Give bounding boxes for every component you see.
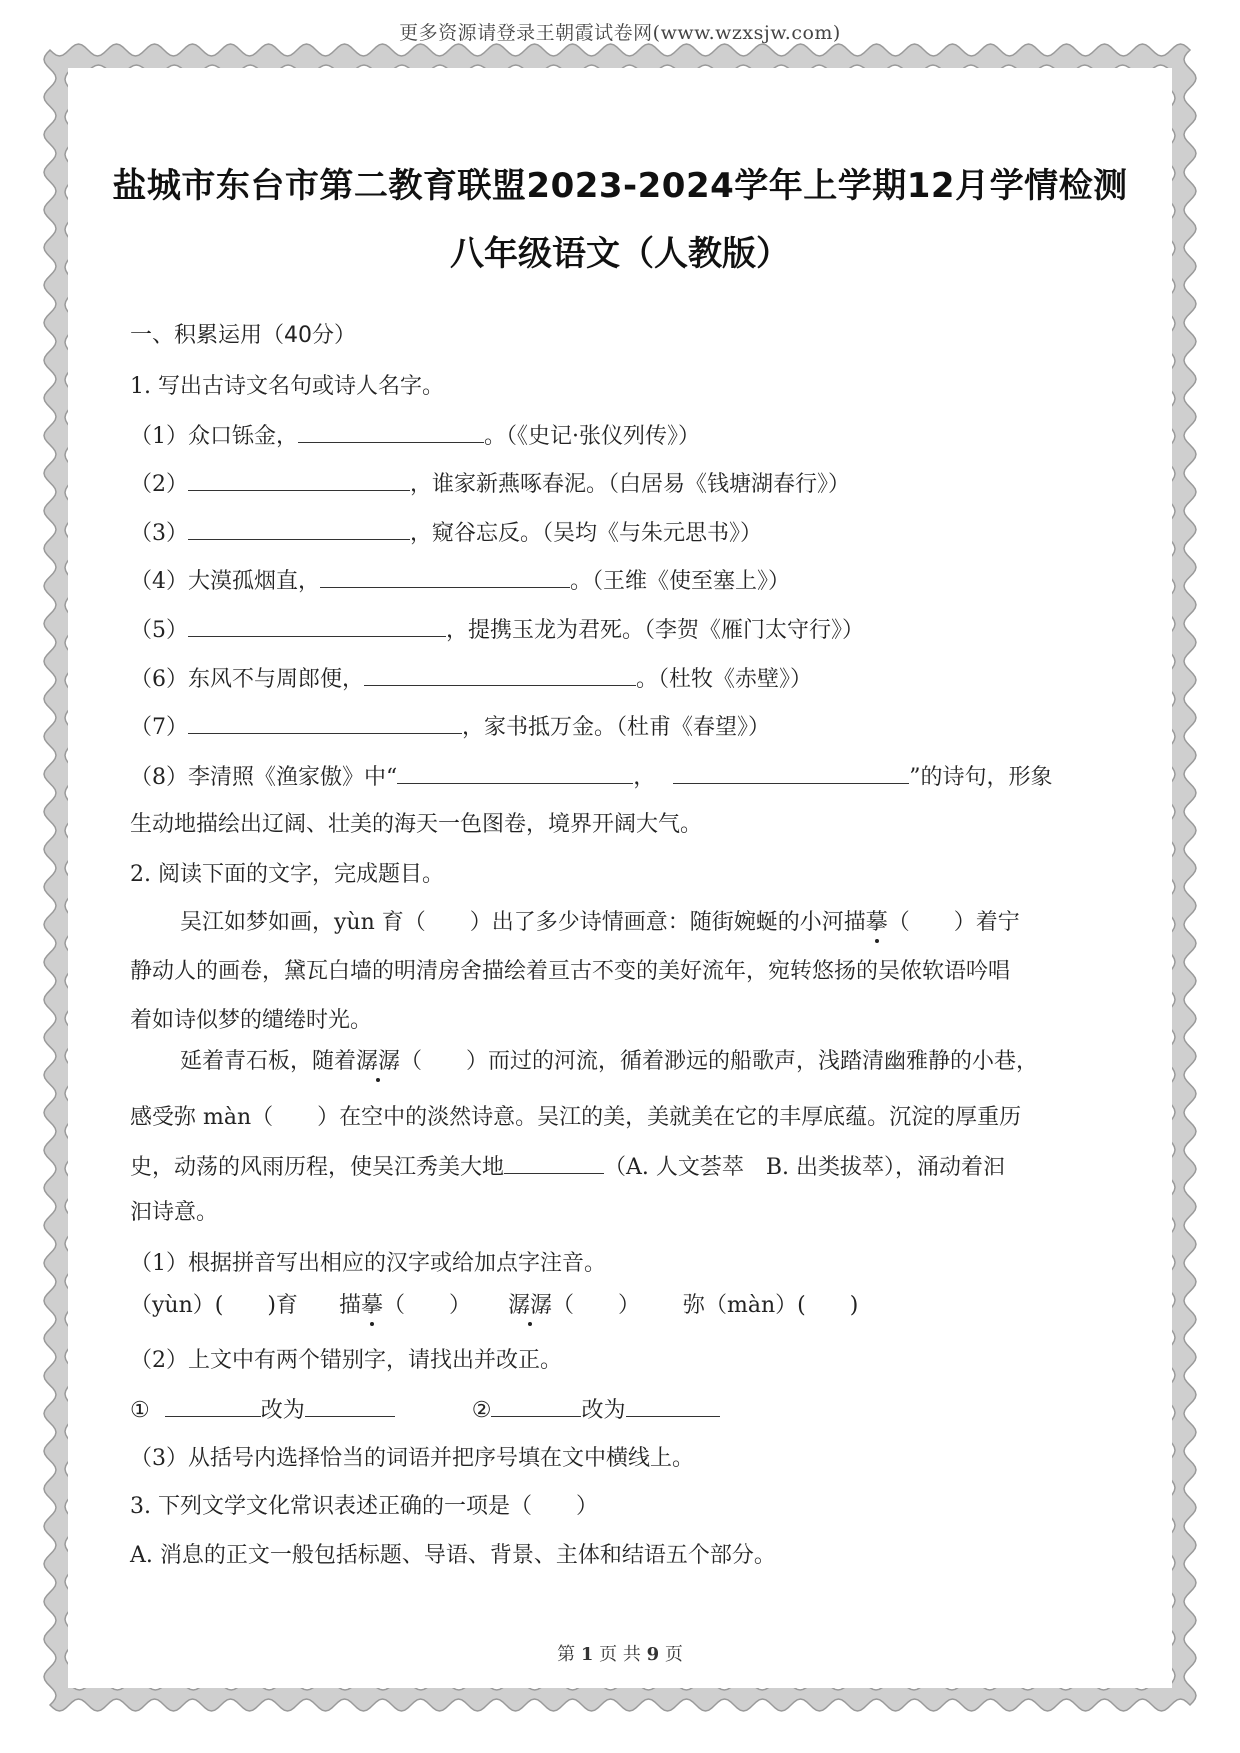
page-number: 1 (580, 1644, 594, 1665)
answer-blank[interactable] (298, 420, 484, 443)
question-1-item-6 (130, 663, 812, 695)
question-1-item-5 (130, 614, 864, 646)
passage-paragraph-2-line-4: 汩诗意。 (130, 1200, 219, 1225)
answer-blank[interactable] (165, 1394, 261, 1417)
answer-blank[interactable] (673, 761, 909, 784)
question-1-item-8 (130, 761, 1053, 793)
answer-text: 描 (338, 1293, 361, 1318)
question-2-sub-1-answers (130, 1291, 858, 1321)
circled-number: ② (471, 1398, 492, 1423)
page-total: 9 (646, 1644, 660, 1665)
question-2-sub-3-stem: （3）从括号内选择恰当的词语并把序号填在文中横线上。 (130, 1446, 694, 1471)
answer-blank[interactable] (320, 565, 570, 588)
passage-text: （ ）着宁 (887, 910, 1020, 935)
answer-text: 改为 (581, 1398, 626, 1423)
item-text: ， (633, 765, 656, 790)
dotted-character: 摹 (360, 1293, 383, 1318)
answer-blank[interactable] (188, 468, 410, 491)
answer-blank[interactable] (188, 517, 410, 540)
answer-blank[interactable] (188, 614, 446, 637)
item-number: （5） (130, 618, 188, 643)
footer-text: 页 (664, 1644, 683, 1665)
item-text: 。（杜牧《赤壁》） (636, 667, 813, 692)
passage-paragraph-2-line-2: 感受弥 màn（ ）在空中的淡然诗意。吴江的美，美就美在它的丰厚底蕴。沉淀的厚重历 (130, 1105, 1022, 1130)
passage-paragraph-1-line-2: 静动人的画卷，黛瓦白墙的明清房舍描绘着亘古不变的美好流年，宛转悠扬的吴侬软语吟唱 (130, 959, 1011, 984)
answer-blank[interactable] (626, 1394, 720, 1417)
question-1-item-2 (130, 468, 850, 500)
circled-number: ① (130, 1398, 150, 1423)
item-text: ，谁家新燕啄春泥。（白居易《钱塘湖春行》） (410, 472, 851, 497)
question-2-sub-2-answers (130, 1394, 720, 1426)
document-subtitle: 八年级语文（人教版） (450, 234, 790, 274)
item-number: （8） (130, 765, 188, 790)
item-number: （4） (130, 569, 188, 594)
answer-blank[interactable] (397, 761, 633, 784)
question-2-stem: 2. 阅读下面的文字，完成题目。 (130, 862, 444, 887)
passage-paragraph-1-line-1 (180, 908, 1020, 938)
watermark: 更多资源请登录王朝霞试卷网(www.wzxsjw.com) (399, 22, 841, 44)
page-footer (0, 1640, 1240, 1666)
item-text: ，提携玉龙为君死。（李贺《雁门太守行》） (446, 618, 865, 643)
item-text: 。（《史记·张仪列传》） (484, 424, 701, 449)
question-3-option-a: A. 消息的正文一般包括标题、导语、背景、主体和结语五个部分。 (130, 1543, 776, 1568)
answer-text: （ ） (552, 1293, 641, 1318)
item-text: 大漠孤烟直， (188, 569, 321, 594)
question-3-stem: 3. 下列文学文化常识表述正确的一项是（ ） (130, 1494, 598, 1519)
item-text: 众口铄金， (188, 424, 299, 449)
question-1-item-7 (130, 711, 770, 743)
dotted-character: 潺潺 (356, 1049, 401, 1074)
answer-text: 改为 (260, 1398, 305, 1423)
pinyin-answer: （yùn）( )育 (130, 1293, 298, 1318)
question-1-item-8-cont: 生动地描绘出辽阔、壮美的海天一色图卷，境界开阔大气。 (130, 812, 703, 837)
passage-paragraph-2-line-3 (130, 1151, 1005, 1183)
item-number: （6） (130, 667, 188, 692)
item-text: ，家书抵万金。（杜甫《春望》） (462, 715, 771, 740)
answer-text: （ ） (382, 1293, 471, 1318)
item-text: ，窥谷忘反。（吴均《与朱元思书》） (410, 521, 763, 546)
answer-blank[interactable] (491, 1394, 581, 1417)
passage-text: （ ）而过的河流，循着渺远的船歌声，浅踏清幽雅静的小巷， (400, 1049, 1039, 1074)
question-2-sub-2-stem: （2）上文中有两个错别字，请找出并改正。 (130, 1348, 562, 1373)
answer-blank[interactable] (305, 1394, 395, 1417)
passage-text: 延着青石板，随着 (180, 1049, 357, 1074)
item-text: 。（王维《使至塞上》） (570, 569, 791, 594)
answer-blank[interactable] (364, 663, 636, 686)
item-number: （7） (130, 715, 188, 740)
question-2-sub-1-stem: （1）根据拼音写出相应的汉字或给加点字注音。 (130, 1251, 606, 1276)
question-1-stem: 1. 写出古诗文名句或诗人名字。 (130, 374, 444, 399)
question-1-item-1 (130, 420, 700, 452)
passage-text: 吴江如梦如画，yùn 育（ ）出了多少诗情画意：随街婉蜒的小河描 (180, 910, 866, 935)
section-heading: 一、积累运用（40分） (130, 323, 356, 348)
pinyin-answer: 弥（màn）( ) (683, 1293, 859, 1318)
answer-blank[interactable] (188, 711, 462, 734)
passage-paragraph-2-line-1 (180, 1047, 1038, 1077)
item-text: 东风不与周郎便， (188, 667, 365, 692)
dotted-character: 摹 (865, 910, 888, 935)
footer-text: 第 (557, 1644, 576, 1665)
passage-text: （A. 人文荟萃 B. 出类拔萃），涌动着汩 (604, 1155, 1006, 1180)
item-text: 李清照《渔家傲》中“ (188, 765, 398, 790)
passage-text: 史，动荡的风雨历程，使吴江秀美大地 (130, 1155, 505, 1180)
question-1-item-3 (130, 517, 762, 549)
answer-blank[interactable] (504, 1151, 604, 1174)
dotted-character: 潺潺 (507, 1293, 552, 1318)
item-number: （1） (130, 424, 188, 449)
footer-text: 页 共 (599, 1644, 641, 1665)
item-text: ”的诗句，形象 (909, 765, 1053, 790)
question-1-item-4 (130, 565, 790, 597)
document-title: 盐城市东台市第二教育联盟2023-2024学年上学期12月学情检测 (112, 166, 1128, 206)
item-number: （3） (130, 521, 188, 546)
item-number: （2） (130, 472, 188, 497)
passage-paragraph-1-line-3: 着如诗似梦的缱绻时光。 (130, 1008, 373, 1033)
